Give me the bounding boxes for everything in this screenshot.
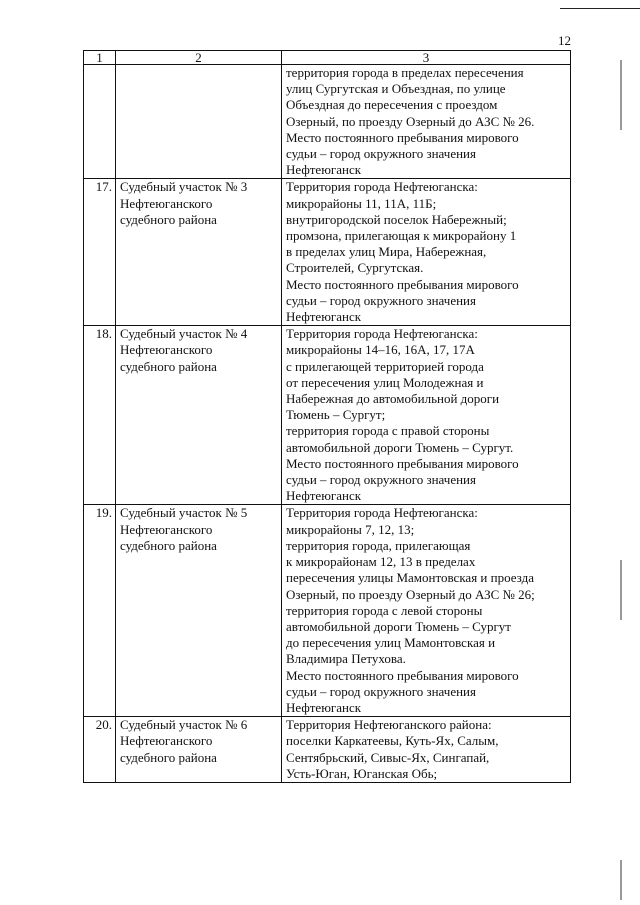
territory-description xyxy=(282,505,571,717)
territory-line: Усть-Юган, Юганская Обь; xyxy=(286,765,438,781)
territory-line: территория города с левой стороны xyxy=(286,602,483,618)
territory-line: внутригородской поселок Набережный; xyxy=(286,211,507,227)
territory-line: Место постоянного пребывания мирового xyxy=(286,455,519,471)
header-cell-2: 2 xyxy=(116,51,282,65)
territory-line: Территория города Нефтеюганска: xyxy=(286,179,478,195)
row-number: 19. xyxy=(84,505,116,717)
page-number: 12 xyxy=(558,33,571,48)
row-number: 17. xyxy=(84,179,116,326)
territory-line: Территория города Нефтеюганска: xyxy=(286,326,478,342)
court-district-name xyxy=(116,65,282,179)
court-district-name-line: судебного района xyxy=(120,749,217,765)
scan-edge-mark xyxy=(620,860,622,900)
territory-line: Территория Нефтеюганского района: xyxy=(286,717,492,733)
territory-line: Набережная до автомобильной дороги xyxy=(286,391,500,407)
territory-line: к микрорайонам 12, 13 в пределах xyxy=(286,554,476,570)
table-row xyxy=(84,326,571,505)
territory-line: Объездная до пересечения с проездом xyxy=(286,97,498,113)
territory-line: Нефтеюганск xyxy=(286,488,362,504)
court-districts-table xyxy=(83,50,571,783)
territory-line: Тюмень – Сургут; xyxy=(286,407,386,423)
table-header-row xyxy=(84,51,571,65)
court-district-name xyxy=(116,179,282,326)
header-cell-1: 1 xyxy=(84,51,116,65)
court-district-name xyxy=(116,326,282,505)
row-number xyxy=(84,65,116,179)
territory-line: промзона, прилегающая к микрорайону 1 xyxy=(286,228,517,244)
territory-line: Территория города Нефтеюганска: xyxy=(286,505,478,521)
territory-line: до пересечения улиц Мамонтовская и xyxy=(286,635,496,651)
territory-line: Озерный, по проезду Озерный до АЗС № 26. xyxy=(286,113,535,129)
court-district-name-line: Нефтеюганского xyxy=(120,342,213,358)
territory-line: поселки Каркатеевы, Куть-Ях, Салым, xyxy=(286,733,499,749)
table-row xyxy=(84,717,571,783)
territory-line: Нефтеюганск xyxy=(286,309,362,325)
territory-line: микрорайоны 7, 12, 13; xyxy=(286,521,415,537)
court-district-name-line: Судебный участок № 3 xyxy=(120,179,248,195)
territory-line: автомобильной дороги Тюмень – Сургут. xyxy=(286,439,514,455)
court-district-name-line: Судебный участок № 4 xyxy=(120,326,248,342)
court-district-name-line: судебного района xyxy=(120,537,217,553)
territory-line: территория города с правой стороны xyxy=(286,423,490,439)
court-district-name-line: Нефтеюганского xyxy=(120,733,213,749)
court-district-name-line: Нефтеюганского xyxy=(120,195,213,211)
top-edge-line xyxy=(560,8,640,9)
territory-line: Нефтеюганск xyxy=(286,699,362,715)
court-district-name xyxy=(116,717,282,783)
row-number: 18. xyxy=(84,326,116,505)
row-number: 20. xyxy=(84,717,116,783)
territory-line: Место постоянного пребывания мирового xyxy=(286,667,519,683)
territory-line: от пересечения улиц Молодежная и xyxy=(286,374,484,390)
table-row xyxy=(84,505,571,717)
table-row xyxy=(84,179,571,326)
territory-description xyxy=(282,179,571,326)
court-district-name-line: судебного района xyxy=(120,358,217,374)
territory-line: Сентябрьский, Сивыс-Ях, Сингапай, xyxy=(286,749,490,765)
header-cell-3: 3 xyxy=(282,51,571,65)
territory-line: улиц Сургутская и Объездная, по улице xyxy=(286,81,506,97)
territory-line: микрорайоны 11, 11А, 11Б; xyxy=(286,195,437,211)
court-district-name-line: Нефтеюганского xyxy=(120,521,213,537)
territory-line: микрорайоны 14–16, 16А, 17, 17А xyxy=(286,342,475,358)
territory-line: с прилегающей территорией города xyxy=(286,358,484,374)
territory-line: Нефтеюганск xyxy=(286,162,362,178)
territory-description xyxy=(282,717,571,783)
court-district-name-line: судебного района xyxy=(120,211,217,227)
territory-description xyxy=(282,65,571,179)
scan-edge-mark xyxy=(620,60,622,130)
territory-line: Озерный, по проезду Озерный до АЗС № 26; xyxy=(286,586,535,602)
territory-line: судьи – город окружного значения xyxy=(286,472,476,488)
territory-line: судьи – город окружного значения xyxy=(286,292,476,308)
court-district-name-line: Судебный участок № 6 xyxy=(120,717,248,733)
territory-line: автомобильной дороги Тюмень – Сургут xyxy=(286,618,511,634)
territory-line: Строителей, Сургутская. xyxy=(286,260,424,276)
territory-line: Место постоянного пребывания мирового xyxy=(286,129,519,145)
territory-line: в пределах улиц Мира, Набережная, xyxy=(286,244,487,260)
territory-line: пересечения улицы Мамонтовская и проезда xyxy=(286,570,534,586)
table-row xyxy=(84,65,571,179)
territory-line: Владимира Петухова. xyxy=(286,651,406,667)
court-district-name-line: Судебный участок № 5 xyxy=(120,505,248,521)
territory-description xyxy=(282,326,571,505)
court-district-name xyxy=(116,505,282,717)
territory-line: Место постоянного пребывания мирового xyxy=(286,276,519,292)
territory-line: судьи – город окружного значения xyxy=(286,146,476,162)
scan-edge-mark xyxy=(620,560,622,620)
territory-line: территория города в пределах пересечения xyxy=(286,65,524,80)
territory-line: судьи – город окружного значения xyxy=(286,683,476,699)
territory-line: территория города, прилегающая xyxy=(286,537,471,553)
